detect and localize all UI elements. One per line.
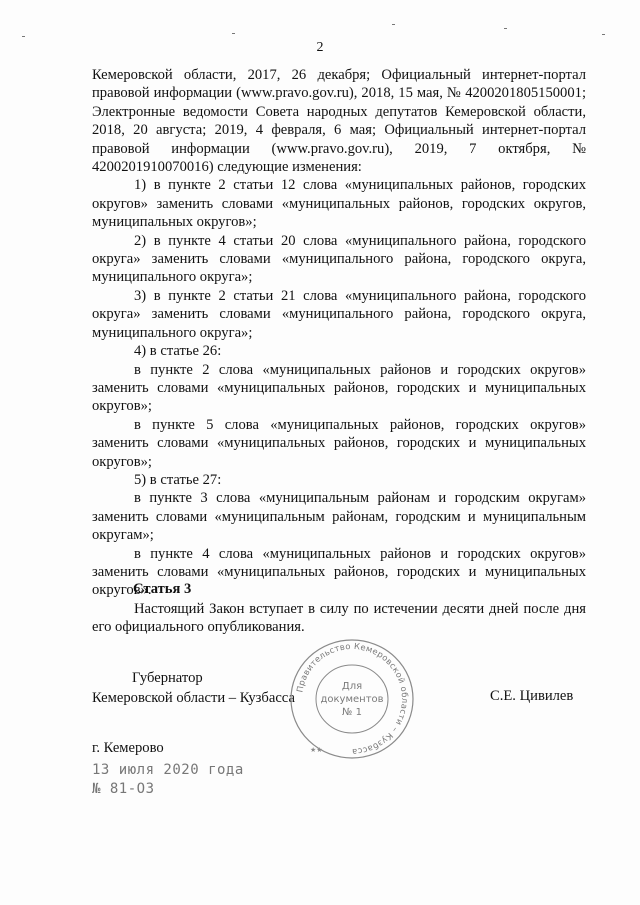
scan-speck — [504, 28, 507, 29]
signing-date: 13 июля 2020 года — [92, 762, 244, 778]
scan-speck — [602, 34, 605, 35]
page-number: 2 — [316, 40, 324, 55]
amendments-text — [92, 66, 586, 600]
signatory-region: Кемеровской области – Кузбасса — [92, 690, 295, 706]
seal-center-line2: документов — [320, 694, 384, 705]
scan-speck — [232, 33, 235, 34]
amendment-3: 3) в пункте 2 статьи 21 слова «муниципального района, городского округа» заменить словами «муниципального района, городского округа, муниципального округа»; — [92, 287, 586, 341]
official-seal — [288, 637, 416, 761]
scan-speck — [392, 24, 395, 25]
amendment-5-item-a: в пункте 3 слова «муниципальным районам и городским округам» заменить словами «муниципальным районам, городским и муниципальным округам»; — [92, 490, 586, 544]
seal-star-icon: ★★ — [310, 746, 323, 754]
amendment-1: 1) в пункте 2 статьи 12 слова «муниципальных районов, городских округов» заменить словами «муниципальных районов, городских округов, муниципальных округов»; — [92, 177, 586, 231]
seal-ring-text: Правительство Кемеровской области – Кузбасса — [294, 640, 411, 758]
article-3-heading: Статья 3 — [133, 581, 192, 597]
scan-speck — [22, 36, 25, 37]
article-3-text: Настоящий Закон вступает в силу по истечении десяти дней после дня его официального опубликования. — [92, 601, 586, 636]
signatory-title: Губернатор — [132, 670, 203, 686]
signatory-name: С.Е. Цивилев — [490, 688, 574, 704]
amendment-4-item-b: в пункте 5 слова «муниципальных районов, городских округов» заменить словами «муниципальных районов, городских и муниципальных округов»; — [92, 416, 586, 470]
amendment-5-heading: 5) в статье 27: — [134, 471, 222, 488]
seal-center-line3: № 1 — [342, 707, 362, 718]
law-number: № 81-ОЗ — [92, 781, 155, 797]
seal-center-line1: Для — [341, 681, 363, 692]
place-of-signing: г. Кемерово — [92, 740, 164, 756]
amendment-2: 2) в пункте 4 статьи 20 слова «муниципального района, городского округа» заменить словами «муниципального района, городского округа, муниципального округа»; — [92, 232, 586, 286]
intro-paragraph: Кемеровской области, 2017, 26 декабря; Официальный интернет-портал правовой информации (www.pravo.gov.ru), 2018, 15 мая, № 4200201805150001; Электронные ведомости Совета народных депутатов Кемеровской области, 2018, 20 августа; 2019, 4 февраля, 6 мая; Официальный интернет-портал правовой информации (www.pravo.gov.ru), 2019, 7 октября, № 4200201910070016) следующие изменения: — [92, 67, 586, 176]
amendment-5-item-b: в пункте 4 слова «муниципальных районов и городских округов» заменить словами «муниципальных районов, городских и муниципальных округов». — [92, 545, 586, 599]
amendment-4-item-a: в пункте 2 слова «муниципальных районов и городских округов» заменить словами «муниципальных районов, городских и муниципальных округов»; — [92, 361, 586, 415]
amendment-4-heading: 4) в статье 26: — [134, 343, 222, 360]
